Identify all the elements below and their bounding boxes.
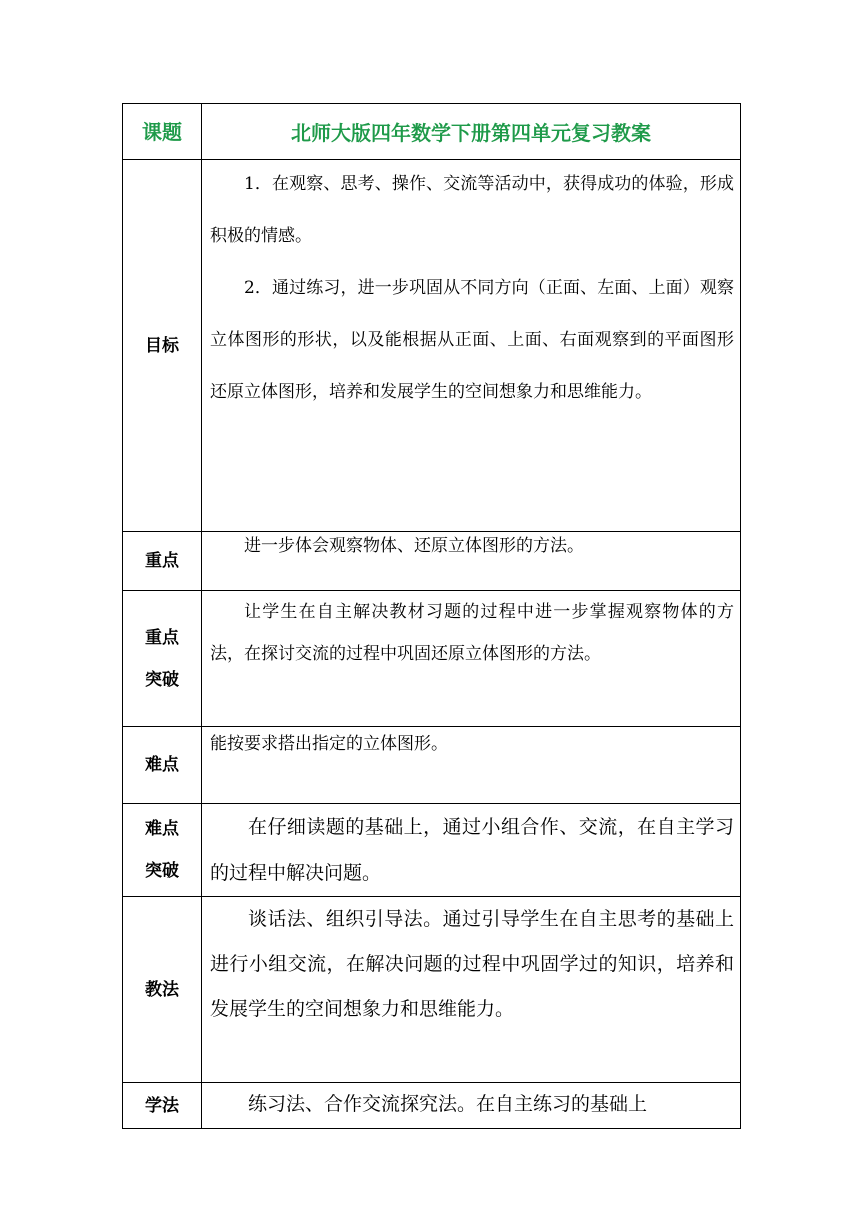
key-breakthrough-label bbox=[123, 591, 202, 727]
teaching-method-text: 谈话法、组织引导法。通过引导学生在自主思考的基础上进行小组交流，在解决问题的过程中巩固学过的知识，培养和发展学生的空间想象力和思维能力。 bbox=[210, 908, 734, 1020]
goals-row bbox=[123, 160, 741, 532]
difficulty-content bbox=[202, 727, 741, 804]
key-breakthrough-label-line1: 重点 bbox=[145, 627, 179, 648]
key-points-label: 重点 bbox=[123, 532, 202, 591]
key-points-row bbox=[123, 532, 741, 591]
study-method-row bbox=[123, 1083, 741, 1129]
key-breakthrough-text: 让学生在自主解决教材习题的过程中进一步掌握观察物体的方法，在探讨交流的过程中巩固还原立体图形的方法。 bbox=[210, 602, 734, 664]
teaching-method-label: 教法 bbox=[123, 897, 202, 1083]
title-label: 课题 bbox=[123, 104, 202, 160]
key-breakthrough-content bbox=[202, 591, 741, 727]
key-points-text: 进一步体会观察物体、还原立体图形的方法。 bbox=[244, 536, 584, 556]
difficulty-breakthrough-row bbox=[123, 804, 741, 897]
teaching-method-content bbox=[202, 897, 741, 1083]
key-breakthrough-label-line2: 突破 bbox=[145, 669, 179, 690]
study-method-label: 学法 bbox=[123, 1083, 202, 1129]
difficulty-breakthrough-label-line1: 难点 bbox=[145, 819, 179, 839]
difficulty-text: 能按要求搭出指定的立体图形。 bbox=[210, 734, 448, 754]
study-method-text: 练习法、合作交流探究法。在自主练习的基础上 bbox=[248, 1093, 648, 1115]
goal-paragraph-1: 1．在观察、思考、操作、交流等活动中，获得成功的体验，形成积极的情感。 bbox=[210, 174, 734, 246]
difficulty-label: 难点 bbox=[123, 727, 202, 804]
study-method-content bbox=[202, 1083, 741, 1129]
goal-paragraph-2: 2．通过练习，进一步巩固从不同方向（正面、左面、上面）观察立体图形的形状，以及能根据从正面、上面、右面观察到的平面图形还原立体图形，培养和发展学生的空间想象力和思维能力。 bbox=[210, 278, 734, 402]
goals-content bbox=[202, 160, 741, 532]
goals-label: 目标 bbox=[123, 160, 202, 532]
title-row bbox=[123, 104, 741, 160]
teaching-method-row bbox=[123, 897, 741, 1083]
document-title: 北师大版四年数学下册第四单元复习教案 bbox=[202, 104, 741, 160]
difficulty-breakthrough-content bbox=[202, 804, 741, 897]
difficulty-breakthrough-text: 在仔细读题的基础上，通过小组合作、交流，在自主学习的过程中解决问题。 bbox=[210, 816, 734, 884]
difficulty-breakthrough-label-line2: 突破 bbox=[145, 861, 179, 881]
difficulty-breakthrough-label bbox=[123, 804, 202, 897]
difficulty-row bbox=[123, 727, 741, 804]
key-points-content bbox=[202, 532, 741, 591]
lesson-plan-table bbox=[122, 103, 741, 1129]
key-breakthrough-row bbox=[123, 591, 741, 727]
